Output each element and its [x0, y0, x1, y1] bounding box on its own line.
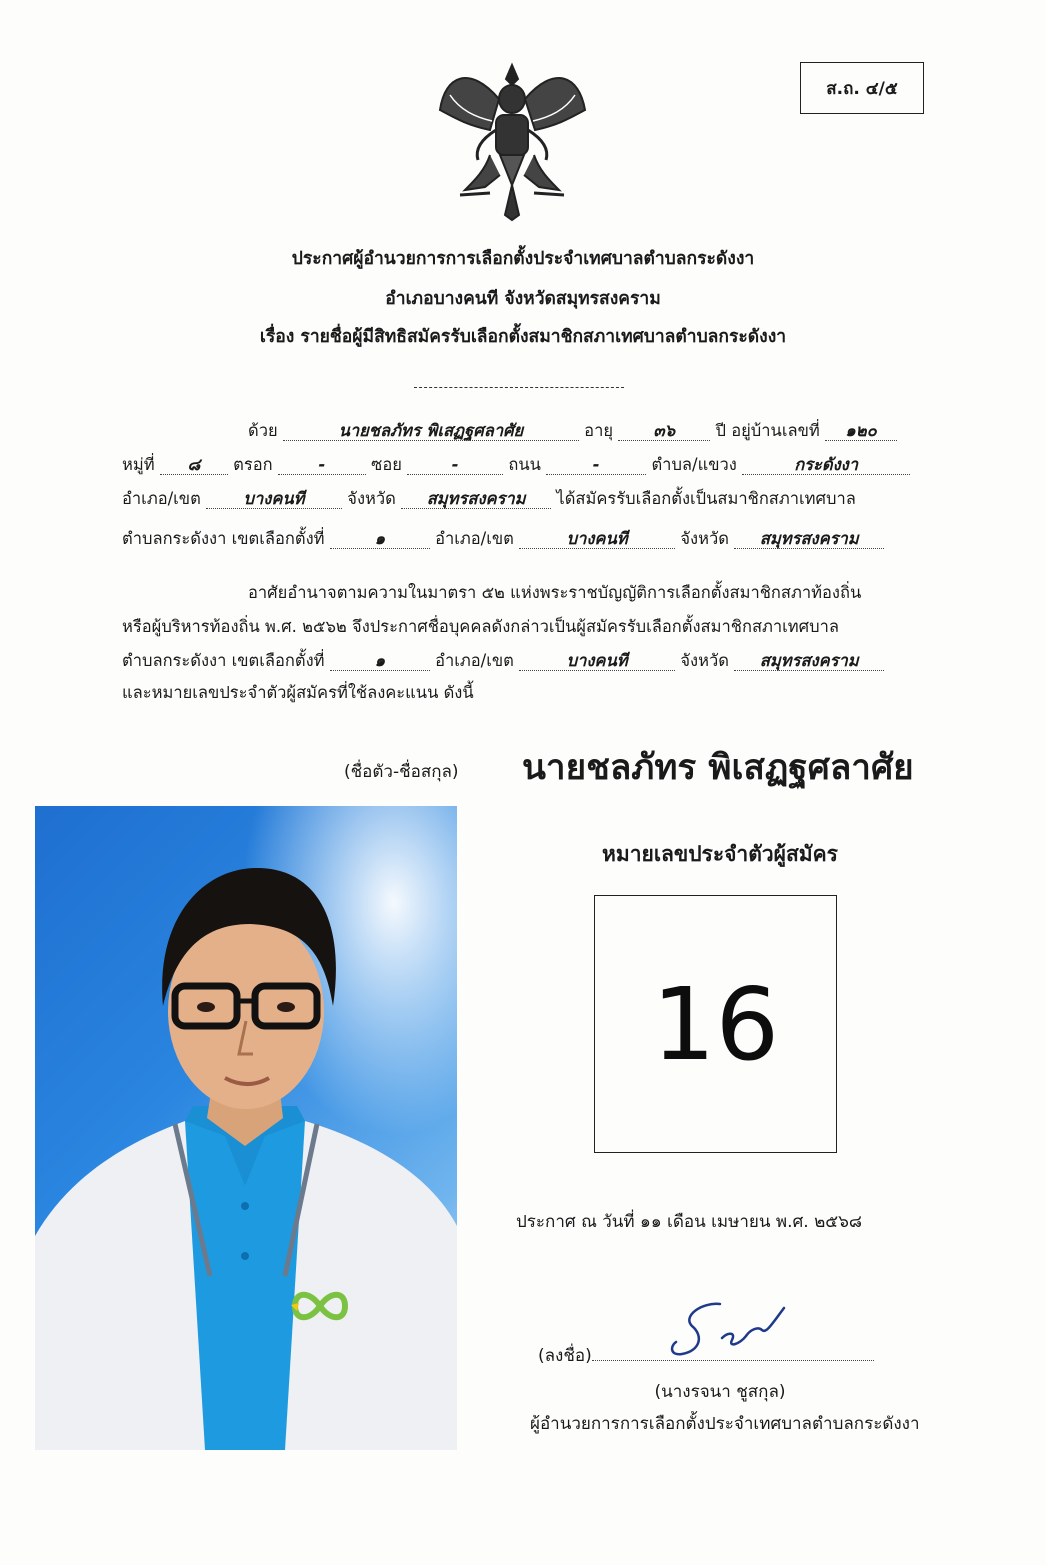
garuda-emblem [430, 55, 595, 223]
label-years-house: ปี อยู่บ้านเลขที่ [715, 421, 820, 440]
document-code-box [800, 62, 924, 114]
tambon-field: กระดังงา [742, 455, 910, 475]
age-field: ๓๖ [618, 421, 710, 441]
label-amphoe-3: อำเภอ/เขต [435, 651, 514, 670]
label-by: ด้วย [248, 421, 278, 440]
header-line-1: ประกาศผู้อำนวยการการเลือกตั้งประจำเทศบาลตำบลกระดังงา [291, 249, 755, 269]
candidate-number-title: หมายเลขประจำตัวผู้สมัคร [602, 842, 838, 866]
sign-label: (ลงชื่อ) [538, 1346, 592, 1366]
moo-field: ๘ [160, 455, 228, 475]
province-field-3: สมุทรสงคราม [734, 651, 884, 671]
announcement-date: ประกาศ ณ วันที่ ๑๑ เดือน เมษายน พ.ศ. ๒๕๖๘ [516, 1212, 863, 1232]
label-age: อายุ [584, 421, 613, 440]
province-field: สมุทรสงคราม [401, 489, 551, 509]
signer-position: ผู้อำนวยการการเลือกตั้งประจำเทศบาลตำบลกระดังงา [530, 1414, 920, 1434]
label-province: จังหวัด [347, 489, 396, 508]
document-code: ส.ถ. ๔/๕ [826, 78, 898, 99]
candidate-photo [35, 806, 457, 1450]
label-trok: ตรอก [233, 455, 273, 474]
para1-line-4 [122, 526, 884, 552]
zone-field: ๑ [330, 529, 430, 549]
name-label: (ชื่อตัว-ชื่อสกุล) [344, 762, 459, 782]
header-divider [414, 387, 624, 388]
label-amphoe-2: อำเภอ/เขต [435, 529, 514, 548]
amphoe-field-3: บางคนที [519, 651, 675, 671]
label-province-2: จังหวัด [680, 529, 729, 548]
label-road: ถนน [508, 455, 541, 474]
para2-line-4: และหมายเลขประจำตัวผู้สมัครที่ใช้ลงคะแนน ดังนี้ [122, 683, 474, 702]
label-province-3: จังหวัด [680, 651, 729, 670]
candidate-number-box [594, 895, 837, 1153]
candidate-portrait [35, 806, 457, 1450]
label-amphoe: อำเภอ/เขต [122, 489, 201, 508]
para2-line-3 [122, 648, 884, 674]
signature-scribble [662, 1296, 802, 1366]
label-tambon-zone: ตำบลกระดังงา เขตเลือกตั้งที่ [122, 529, 325, 548]
label-moo: หมู่ที่ [122, 455, 155, 474]
road-field: - [546, 455, 646, 475]
signer-name: (นางรจนา ชูสกุล) [654, 1382, 786, 1402]
candidate-full-name: นายชลภัทร พิเสฏฐศลาศัย [522, 748, 914, 788]
candidate-number: 16 [651, 965, 780, 1083]
para2-line-2: หรือผู้บริหารท้องถิ่น พ.ศ. ๒๕๖๒ จึงประกาศชื่อบุคคลดังกล่าวเป็นผู้สมัครรับเลือกตั้งสมาชิกสภาเทศบาล [122, 617, 840, 636]
label-applied: ได้สมัครรับเลือกตั้งเป็นสมาชิกสภาเทศบาล [556, 489, 856, 508]
para1-line-3 [122, 486, 856, 512]
header-subject: เรื่อง รายชื่อผู้มีสิทธิสมัครรับเลือกตั้งสมาชิกสภาเทศบาลตำบลกระดังงา [259, 327, 787, 347]
label-tambon: ตำบล/แขวง [651, 455, 737, 474]
label-soi: ซอย [371, 455, 402, 474]
para1-line-1 [248, 418, 897, 444]
house-no-field: ๑๒๐ [825, 421, 897, 441]
para1-line-2 [122, 452, 910, 478]
soi-field: - [407, 455, 503, 475]
amphoe-field-2: บางคนที [519, 529, 675, 549]
para2-line-1: อาศัยอำนาจตามความในมาตรา ๕๒ แห่งพระราชบัญญัติการเลือกตั้งสมาชิกสภาท้องถิ่น [248, 583, 862, 602]
label-tambon-zone-2: ตำบลกระดังงา เขตเลือกตั้งที่ [122, 651, 325, 670]
amphoe-field: บางคนที [206, 489, 342, 509]
trok-field: - [278, 455, 366, 475]
zone-field-2: ๑ [330, 651, 430, 671]
candidate-name-field: นายชลภัทร พิเสฏฐศลาศัย [283, 421, 579, 441]
province-field-2: สมุทรสงคราม [734, 529, 884, 549]
header-line-2: อำเภอบางคนที จังหวัดสมุทรสงคราม [385, 289, 661, 309]
